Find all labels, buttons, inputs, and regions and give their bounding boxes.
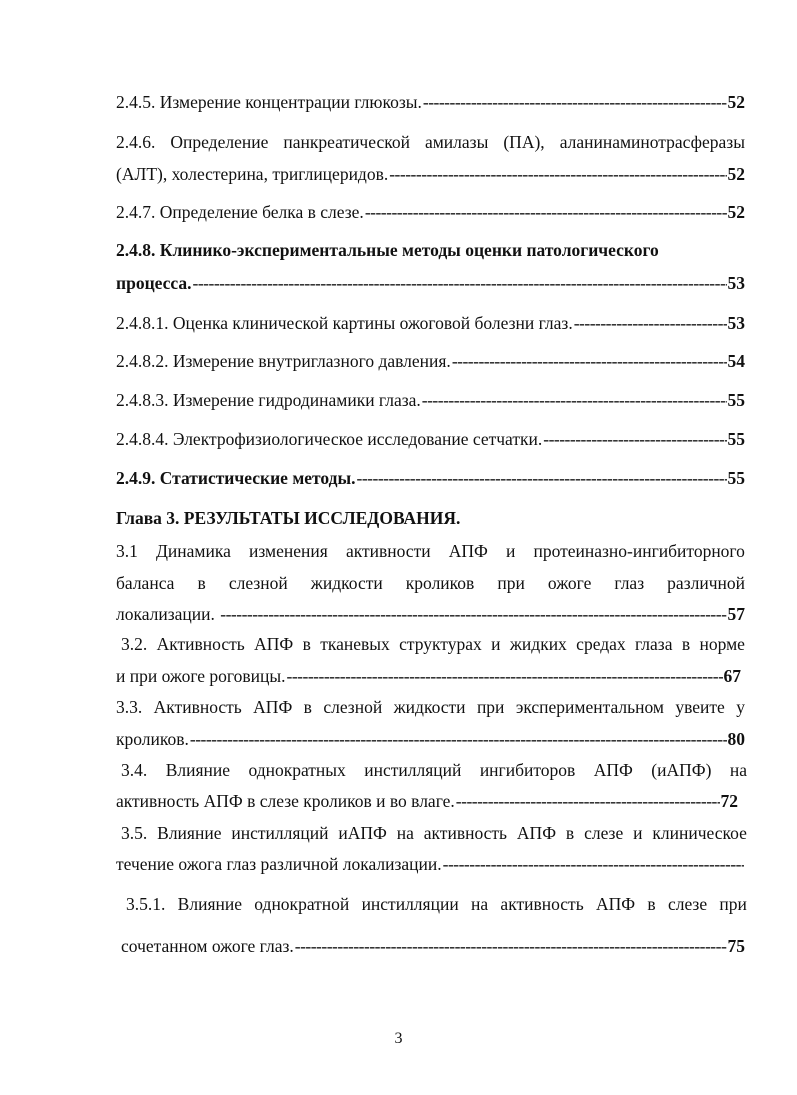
toc-entry-3-5-1-line2: [121, 935, 745, 957]
toc-page-number: 53: [727, 313, 745, 333]
toc-entry-title-cont: активность АПФ в слезе кроликов и во влаге.: [116, 791, 455, 811]
word: Определение: [170, 132, 269, 152]
word: жидкости: [310, 573, 383, 593]
toc-page-number: 80: [727, 729, 745, 749]
word: у: [736, 697, 745, 717]
toc-page-number: 75: [727, 936, 745, 956]
word: (ПА),: [503, 132, 545, 152]
toc-entry-3-3-line2: [116, 728, 745, 750]
toc-entry-title: 2.4.8.2. Измерение внутриглазного давления.: [116, 351, 451, 371]
word: Активность: [156, 634, 245, 654]
toc-entry-title-cont: и при ожоге роговицы.: [116, 666, 286, 686]
word: на: [729, 760, 747, 780]
word: АПФ: [516, 823, 557, 843]
toc-entry-title: 2.4.8.3. Измерение гидродинамики глаза.: [116, 390, 421, 410]
word: при: [497, 573, 525, 593]
word: 3.5.: [121, 823, 148, 843]
word: однократной: [254, 894, 350, 914]
word: на: [470, 894, 489, 914]
toc-entry-3-4-line2: [116, 790, 738, 812]
toc-entry-title-cont: (АЛТ), холестерина, триглицеридов.: [116, 164, 389, 184]
toc-leader: [574, 312, 727, 334]
toc-leader: [422, 389, 727, 411]
word: активности: [345, 541, 431, 561]
toc-leader: [423, 91, 727, 113]
chapter-3-heading: Глава 3. РЕЗУЛЬТАТЫ ИССЛЕДОВАНИЯ.: [116, 508, 461, 528]
toc-entry-2-4-8-1: [116, 312, 745, 334]
word: ожоге: [547, 573, 592, 593]
toc-page-number: 55: [727, 468, 745, 488]
toc-entry-title: 2.4.8.4. Электрофизиологическое исследование сетчатки.: [116, 429, 543, 449]
toc-entry-2-4-5: [116, 91, 745, 113]
toc-entry-2-4-6-line1: [116, 131, 745, 153]
word: инстилляции: [361, 894, 459, 914]
word: и: [491, 634, 501, 654]
toc-page-number: 52: [727, 164, 745, 184]
toc-entry-title: 2.4.5. Измерение концентрации глюкозы.: [116, 92, 422, 112]
word: АПФ: [254, 634, 294, 654]
word: иАПФ: [338, 823, 387, 843]
toc-entry-title: 2.4.9. Статистические методы.: [116, 468, 356, 488]
word: в: [303, 697, 312, 717]
toc-leader: [456, 790, 720, 812]
word: 3.5.1.: [126, 894, 166, 914]
word: панкреатической: [283, 132, 410, 152]
toc-entry-title: 2.4.7. Определение белка в слезе.: [116, 202, 364, 222]
word: амилазы: [424, 132, 489, 152]
word: и: [633, 823, 643, 843]
toc-entry-3-4-line1: [121, 759, 747, 781]
toc-entry-3-5-line1: [121, 822, 747, 844]
word: в: [302, 634, 311, 654]
word: инстилляций: [364, 760, 462, 780]
toc-entry-3-1-line2: [116, 572, 745, 594]
word: в: [565, 823, 575, 843]
word: АПФ: [595, 894, 636, 914]
word: кроликов: [405, 573, 475, 593]
toc-page-number: 72: [720, 791, 738, 811]
word: 3.2.: [121, 634, 148, 654]
toc-entry-3-2-line2: [116, 665, 741, 687]
word: слезе: [667, 894, 708, 914]
toc-leader: [452, 350, 727, 372]
word: 3.1: [116, 541, 138, 561]
toc-leader: [389, 163, 726, 185]
word: Влияние: [177, 894, 242, 914]
toc-page-number: 55: [727, 429, 745, 449]
toc-leader: [365, 201, 727, 223]
toc-entry-3-5-1-line1: [126, 893, 747, 915]
toc-entry-title-cont: течение ожога глаз различной локализации.: [116, 854, 442, 874]
word: однократных: [248, 760, 346, 780]
word: норме: [699, 634, 745, 654]
word: слезе: [584, 823, 624, 843]
word: баланса: [116, 573, 175, 593]
toc-page-number: 67: [723, 666, 741, 686]
word: 2.4.6.: [116, 132, 156, 152]
word: экспериментальном: [515, 697, 664, 717]
toc-entry-title-cont: процесса.: [116, 273, 192, 293]
toc-entry-2-4-9: [116, 467, 745, 489]
toc-entry-2-4-8-2: [116, 350, 745, 372]
toc-leader: [543, 428, 726, 450]
word: глаза: [635, 634, 673, 654]
toc-entry-2-4-8-line2: [116, 272, 745, 294]
word: в: [681, 634, 691, 654]
toc-page-number: 53: [727, 273, 745, 293]
toc-entry-3-1-line3: [116, 603, 745, 625]
word: ингибиторов: [479, 760, 576, 780]
word: слезной: [228, 573, 288, 593]
page-number: 3: [394, 1030, 403, 1047]
toc-entry-3-5-line2: [116, 853, 745, 875]
word: Активность: [153, 697, 242, 717]
toc-entry-2-4-8-4: [116, 428, 745, 450]
toc-leader: [357, 467, 727, 489]
toc-entry-2-4-8-line1: 2.4.8. Клинико-экспериментальные методы оценки патологического: [116, 240, 659, 260]
word: жидких: [509, 634, 567, 654]
word: на: [396, 823, 414, 843]
word: изменения: [249, 541, 328, 561]
word: увеите: [675, 697, 725, 717]
toc-entry-2-4-7: [116, 201, 745, 223]
toc-entry-title-cont: локализации.: [116, 604, 220, 624]
toc-page-number: 52: [727, 202, 745, 222]
toc-leader: [287, 665, 723, 687]
word: клиническое: [652, 823, 747, 843]
word: Влияние: [165, 760, 231, 780]
toc-entry-2-4-8-3: [116, 389, 745, 411]
toc-page-number: 52: [727, 92, 745, 112]
toc-leader: [443, 853, 744, 875]
word: Динамика: [156, 541, 231, 561]
word: структурах: [399, 634, 482, 654]
word: средах: [576, 634, 626, 654]
word: АПФ: [253, 697, 293, 717]
word: в: [197, 573, 206, 593]
word: при: [476, 697, 505, 717]
toc-entry-3-2-line1: [121, 633, 745, 655]
word: 3.3.: [116, 697, 143, 717]
word: в: [647, 894, 656, 914]
toc-entry-3-3-line1: [116, 696, 745, 718]
word: активность: [500, 894, 584, 914]
word: Влияние: [157, 823, 222, 843]
word: (иАПФ): [651, 760, 712, 780]
word: инстилляций: [231, 823, 329, 843]
toc-entry-title-cont: кроликов.: [116, 729, 189, 749]
toc-page-number: 55: [727, 390, 745, 410]
word: АПФ: [448, 541, 488, 561]
word: активность: [423, 823, 508, 843]
word: протеиназно-ингибиторного: [533, 541, 745, 561]
word: тканевых: [320, 634, 390, 654]
toc-leader: [193, 272, 727, 294]
toc-entry-3-1-line1: [116, 540, 745, 562]
word: при: [719, 894, 747, 914]
word: и: [505, 541, 516, 561]
word: аланинаминотрасферазы: [559, 132, 745, 152]
word: различной: [667, 573, 745, 593]
toc-page-number: 54: [727, 351, 745, 371]
toc-entry-2-4-6-line2: [116, 163, 745, 185]
word: слезной: [323, 697, 383, 717]
word: глаз: [614, 573, 645, 593]
toc-page-number: 57: [727, 604, 745, 624]
word: 3.4.: [121, 760, 148, 780]
toc-entry-title: 2.4.8.1. Оценка клинической картины ожоговой болезни глаз.: [116, 313, 573, 333]
toc-entry-title-cont: сочетанном ожоге глаз.: [121, 936, 294, 956]
word: жидкости: [393, 697, 466, 717]
toc-leader: [190, 728, 727, 750]
toc-leader: [295, 935, 727, 957]
toc-leader: [220, 603, 726, 625]
word: АПФ: [593, 760, 633, 780]
